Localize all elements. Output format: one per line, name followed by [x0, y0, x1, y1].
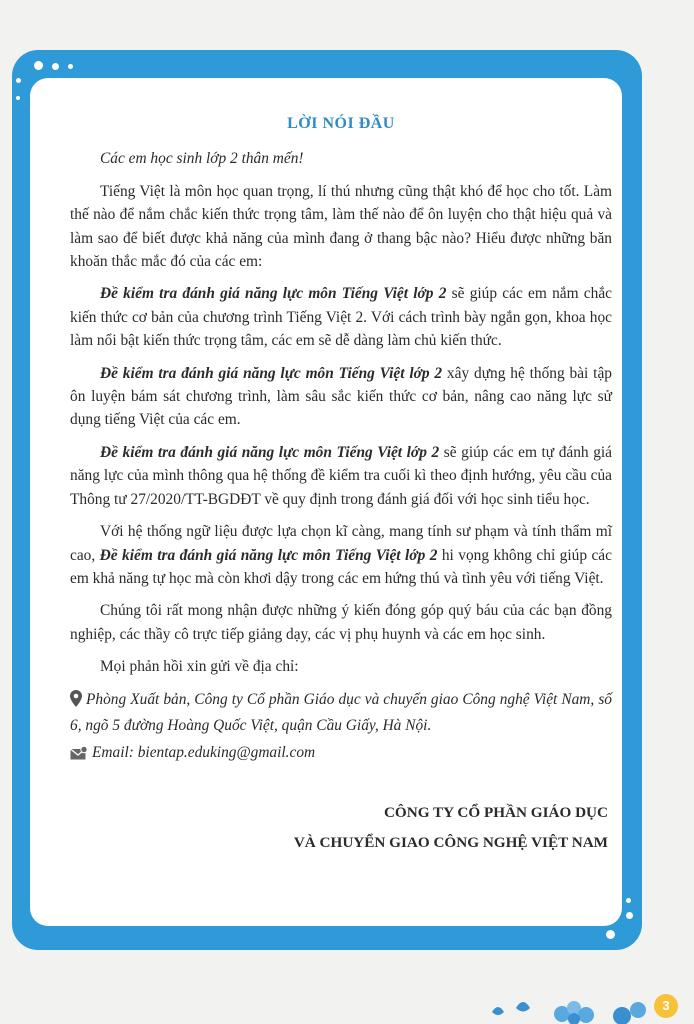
company-line-2: VÀ CHUYỂN GIAO CÔNG NGHỆ VIỆT NAM — [293, 833, 608, 851]
book-title: Đề kiểm tra đánh giá năng lực môn Tiếng Việt lớp 2 — [99, 546, 438, 564]
page-number-badge: 3 — [654, 994, 678, 1018]
email-line: Email: bientap.eduking@gmail.com — [70, 741, 612, 767]
company-line-1: CÔNG TY CỔ PHẦN GIÁO DỤC — [383, 803, 608, 821]
company-signature — [70, 798, 612, 858]
preface-content — [70, 112, 612, 858]
book-title: Đề kiểm tra đánh giá năng lực môn Tiếng Việt lớp 2 — [100, 285, 447, 303]
paragraph-7: Mọi phản hồi xin gửi về địa chỉ: — [100, 658, 299, 676]
frame-dot — [68, 64, 73, 69]
page-title: LỜI NÓI ĐẦU — [287, 115, 395, 132]
frame-dot — [16, 96, 20, 100]
frame-dot — [626, 898, 631, 903]
paragraph-6: Chúng tôi rất mong nhận được những ý kiến đóng góp quý báu của các bạn đồng nghiệp, các thầy cô trực tiếp giảng dạy, các vị phụ huynh và các em học sinh. — [70, 602, 612, 643]
frame-dot — [606, 930, 615, 939]
email-icon — [70, 744, 88, 767]
book-title: Đề kiểm tra đánh giá năng lực môn Tiếng Việt lớp 2 — [100, 364, 443, 382]
frame-dot — [16, 78, 21, 83]
flower-decoration-icon — [482, 990, 652, 1024]
paragraph-5: Với hệ thống ngữ liệu được lựa chọn kĩ càng, mang tính sư phạm và tính thẩm mĩ cao, Đề kiểm tra đánh giá năng lực môn Tiếng Việt lớp 2 hi vọng không chỉ giúp các em khả năng tự học mà còn khơi dậy trong các em hứng thú và tình yêu với tiếng Việt. — [70, 523, 612, 587]
greeting: Các em học sinh lớp 2 thân mến! — [100, 150, 304, 168]
frame-dot — [626, 912, 633, 919]
paragraph-3: Đề kiểm tra đánh giá năng lực môn Tiếng Việt lớp 2 xây dựng hệ thống bài tập ôn luyện bám sát chương trình, làm sâu sắc kiến thức cơ bản, nâng cao năng lực sử dụng tiếng Việt của các em. — [70, 364, 612, 429]
paragraph-4: Đề kiểm tra đánh giá năng lực môn Tiếng Việt lớp 2 sẽ giúp các em tự đánh giá năng lực của mình thông qua hệ thống đề kiểm tra cuối kì theo định hướng, yêu cầu của Thông tư 27/2020/TT-BGDĐT về quy định trong đánh giá đối với học sinh tiểu học. — [70, 443, 612, 508]
book-title: Đề kiểm tra đánh giá năng lực môn Tiếng Việt lớp 2 — [100, 443, 440, 461]
frame-dot — [52, 63, 59, 70]
paragraph-1: Tiếng Việt là môn học quan trọng, lí thú nhưng cũng thật khó để học cho tốt. Làm thế nào để nắm chắc kiến thức trọng tâm, làm thế nào để ôn luyện cho thật hiệu quả và làm sao để biết được khả năng của mình đang ở thang bậc nào? Hiểu được những băn khoăn thắc mắc đó của các em: — [70, 182, 612, 271]
address: Phòng Xuất bản, Công ty Cổ phần Giáo dục và chuyển giao Công nghệ Việt Nam, số 6, ngõ 5 đường Hoàng Quốc Việt, quận Cầu Giấy, Hà Nội. — [70, 690, 612, 734]
frame-dot — [34, 61, 43, 70]
paragraph-2: Đề kiểm tra đánh giá năng lực môn Tiếng Việt lớp 2 sẽ giúp các em nắm chắc kiến thức cơ bản của chương trình Tiếng Việt 2. Với cách trình bày ngắn gọn, khoa học làm nổi bật kiến thức trọng tâm, các em sẽ dễ dàng làm chủ kiến thức. — [70, 285, 612, 350]
location-pin-icon — [70, 690, 82, 714]
